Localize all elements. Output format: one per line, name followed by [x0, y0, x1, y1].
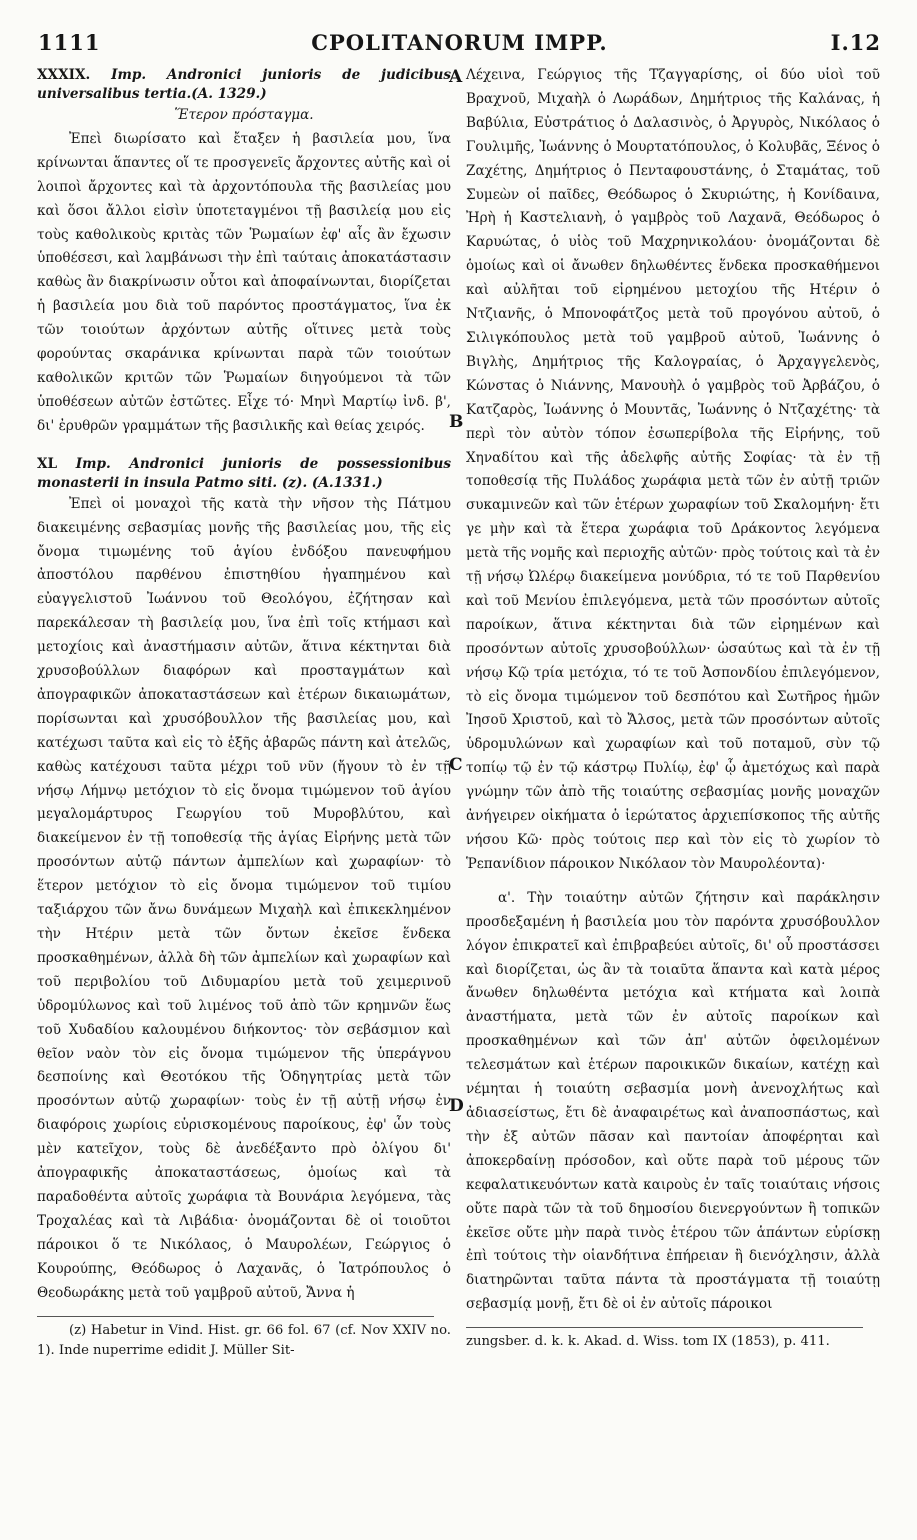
body-paragraph: α'. Τὴν τοιαύτην αὐτῶν ζήτησιν καὶ παράκλησιν προσδεξαμένη ἡ βασιλεία μου τὸν παρόντα χρυσόβουλλον λόγον ἐπικρατεῖ καὶ ἐπιβραβεύει αὐτοῖς, δι' οὗ προστάσσει καὶ διορίζεται, ὡς ἂν τὰ τοιαῦτα ἅπαντα καὶ κατὰ μέρος ἄνωθεν δηλωθέντα μετόχια καὶ κτήματα καὶ λοιπὰ ἀναστήματα, μετὰ τῶν ἐν αὐτοῖς παροίκων καὶ προσκαθημένων καὶ τῶν ἀπ' αὐτῶν ὀφειλομένων τελεσμάτων καὶ ἑτέρων παροικικῶν δικαίων, κατέχῃ καὶ νέμηται ἡ τοιαύτη σεβασμία μονὴ ἀνενοχλήτως καὶ ἀδιασείστως, ἔτι δὲ ἀναφαιρέτως καὶ ἀναποσπάστως, καὶ τὴν ἐξ αὐτῶν πᾶσαν καὶ παντοίαν ἀποφέρηται καὶ ἀποκερδαίνῃ πρόσοδον, καὶ οὔτε παρὰ τοῦ μέρους τῶν κεφαλατικευόντων κατὰ καιροὺς ἐν ταῖς τοιαύταις νήσοις οὔτε παρὰ τῶν τὰ τοῦ δημοσίου διενεργούντων ἢ τοπικῶν ἐκεῖσε οὔτε μὴν παρὰ τινὸς ἑτέρου τῶν ἁπάντων εὑρίσκῃ ἐπὶ τούτοις τὴν οἱανδήτινα ἐπήρειαν ἢ διενόχλησιν, ἀλλὰ διατηρῶνται ταῦτα πάντα τὰ προστάγματα τῇ τοιαύτῃ σεβασμίᾳ μονῇ, ἔτι δὲ οἱ ἐν αὐτοῖς πάροικοι	[466, 889, 880, 1313]
section-title: Imp. Andronici junioris de judicibus universalibus tertia.(A. 1329.)	[37, 67, 451, 102]
footnote-continuation: zungsber. d. k. k. Akad. d. Wiss. tom IX (1853), p. 411.	[466, 1334, 830, 1350]
footnote: (z) Habetur in Vind. Hist. gr. 66 fol. 67 (cf. Nov XXIV no. 1). Inde nuperrime edidit J. Müller Sit-	[37, 1322, 451, 1358]
paragraph-gap	[466, 877, 880, 887]
document-subtitle: Ἕτερον πρόσταγμα.	[174, 107, 314, 123]
footnote-rule	[37, 1316, 434, 1317]
running-title: CPOLITANORUM IMPP.	[311, 30, 608, 55]
margin-marker: A	[449, 67, 463, 87]
right-column	[466, 64, 880, 1352]
body-paragraph: Ἐπεὶ διωρίσατο καὶ ἔταξεν ἡ βασιλεία μου, ἵνα κρίνωνται ἅπαντες οἵ τε προσγενεῖς ἄρχοντες αὐτῆς καὶ οἱ λοιποὶ ἄρχοντες καὶ τὰ ἀρχοντόπουλα τῆς βασιλείας μου καὶ ὅσοι ἄλλοι εἰσὶν ὑποτεταγμένοι τῇ βασιλείᾳ μου εἰς τοὺς καθολικοὺς κριτὰς τῶν Ῥωμαίων ἐφ' αἷς ἂν ἔχωσιν ὑποθέσεσι, καὶ λαμβάνωσι τὴν ἐπὶ ταύταις ἀποκατάστασιν καθὼς ἂν διακρίνωσιν οὗτοι καὶ ἀποφαίνωνται, διορίζεται ἡ βασιλεία μου διὰ τοῦ παρόντος προστάγματος, ἵνα ἐκ τῶν τοιούτων ἀρχόντων αὐτῆς οἵτινες μετὰ τοὺς φορούντας σκαράνικα κρίνωνται παρὰ τῶν τοιούτων καθολικῶν κριτῶν τῶν Ῥωμαίων διηγούμενοι τὰ τῶν ὑποθέσεων αὐτῶν ἐστῶτες. Εἶχε τό· Μηνὶ Μαρτίῳ ἰνδ. β', δι' ἐρυθρῶν γραμμάτων τῆς βασιλικῆς καὶ θείας χειρός.	[37, 130, 451, 434]
margin-marker: C	[449, 755, 463, 775]
body-paragraph: Λέχεινα, Γεώργιος τῆς Τζαγγαρίσης, οἱ δύο υἱοὶ τοῦ Βραχνοῦ, Μιχαὴλ ὁ Λωράδων, Δημήτριος τῆς Καλάνας, ἡ Βαβύλια, Εὐστράτιος ὁ Δαλασινὸς, ὁ Ἀργυρὸς, Νικόλαος ὁ Γουλιμῆς, Ἰωάννης ὁ Μουρτατόπουλος, ὁ Κολυβᾶς, Ξένος ὁ Ζαχέτης, Δημήτριος ὁ Πενταφουστάνης, ὁ Σταμάτας, τοῦ Συμεὼν οἱ παῖδες, Θεόδωρος ὁ Σκυριώτης, ἡ Κονίδαινα, Ἠρὴ ἡ Καστελιανὴ, ὁ γαμβρὸς τοῦ Λαχανᾶ, Θεόδωρος ὁ Καρυώτας, ὁ υἱὸς τοῦ Μαχρηνικολάου· ὀνομάζονται δὲ ὁμοίως καὶ οἱ ἄνωθεν δηλωθέντες ἕνδεκα προσκαθήμενοι καὶ αὐλῆται τοῦ εἰρημένου μετοχίου τῆς Ητέριν ὁ Ντζιανῆς, ὁ Μπονοφάτζος μετὰ τοῦ προγόνου αὐτοῦ, ὁ Σιλιγκόπουλος μετὰ τοῦ γαμβροῦ αὐτοῦ, Ἰωάννης ὁ Βιγλὴς, Δημήτριος τῆς Καλογραίας, ὁ Ἀρχαγγελενὸς, Κώνστας ὁ Νιάννης, Μανουὴλ ὁ γαμβρὸς τοῦ Ἀρβάζου, ὁ Κατζαρὸς, Ἰωάννης ὁ Μουντᾶς, Ἰωάννης ὁ Ντζαχέτης· τὰ περὶ τὸν αὐτὸν τόπον ἐσωπερίβολα τῆς Εἰρήνης, τοῦ Χηναδίτου καὶ τῆς ἀδελφῆς αὐτῆς Σοφίας· τὰ ἐν τῇ τοποθεσίᾳ τῆς Πυλάδος χωράφια μετὰ τῶν ἐν αὐτῇ τριῶν συκαμινεῶν καὶ τῶν ἑτέρων χωραφίων τοῦ Σκαλομήνη· ἔτι γε μὴν καὶ τὰ ἕτερα χωράφια τοῦ Δράκοντος λεγόμενα μετὰ τῆς νομῆς καὶ περιοχῆς αὐτῶν· πρὸς τούτοις καὶ τὰ ἐν τῇ νήσῳ Ὠλέρῳ διακείμενα μονύδρια, τό τε τοῦ Παρθενίου καὶ τοῦ Μενίου ἐπιλεγόμενα, μετὰ τῶν προσόντων αὐτοῖς παροίκων, ἅτινα κέκτηνται διὰ τῶν εἰρημένων καὶ προσόντων αὐτοῖς χρυσοβούλλων· ὡσαύτως καὶ τὰ ἐν τῇ νήσῳ Κῷ τρία μετόχια, τό τε τοῦ Ἀσπονδίου ἐπιλεγόμενον, τὸ εἰς ὄνομα τιμώμενον τοῦ δεσπότου καὶ Σωτῆρος ἡμῶν Ἰησοῦ Χριστοῦ, καὶ τὸ Ἄλσος, μετὰ τῶν προσόντων αὐτοῖς ὑδρομυλώνων καὶ χωραφίων καὶ τοῦ ποταμοῦ, σὺν τῷ τοπίῳ τῷ ἐν τῷ κάστρῳ Πυλίῳ, ἐφ' ᾧ ἀμετόχως καὶ παρὰ γνώμην τῶν ἀπὸ τῆς τοιαύτης σεβασμίας μονῆς μοναχῶν ἀνήγειρεν οἰκήματα ὁ ἱερώτατος ἀρχιεπίσκοπος τῆς αὐτῆς νήσου Κῶ· πρὸς τούτοις περ καὶ τὸν εἰς τὸ χωρίον τὸ Ῥεπανίδιον πάροικον Νικόλαον τὸν Μαυρολέοντα)·	[466, 67, 880, 872]
footnote-rule	[466, 1327, 863, 1328]
section-number: XL	[37, 455, 58, 472]
section-heading	[37, 455, 451, 493]
section-gap	[37, 439, 451, 455]
left-column	[37, 66, 451, 1361]
page-number: 1111	[38, 30, 101, 55]
margin-marker: B	[449, 412, 464, 432]
running-head	[38, 30, 881, 58]
section-title: Imp. Andronici junioris de possessionibus monasterii in insula Patmo siti. (z). (A.1331.)	[37, 455, 452, 491]
section-heading	[37, 66, 451, 104]
section-number: XXXIX.	[37, 67, 91, 83]
body-paragraph: Ἐπεὶ οἱ μοναχοὶ τῆς κατὰ τὴν νῆσον τὴς Πάτμου διακειμένης σεβασμίας μονῆς τῆς βασιλείας μου, τῆς εἰς ὄνομα τιμωμένης τοῦ ἁγίου ἐνδόξου πανευφήμου ἀποστόλου παρθένου ἐπιστηθίου ἠγαπημένου καὶ εὐαγγελιστοῦ Ἰωάννου τοῦ Θεολόγου, ἐζήτησαν καὶ παρεκάλεσαν τὴ βασιλείᾳ μου, ἵνα ἐπὶ τοῖς κτήμασι καὶ μετοχίοις καὶ ἀναστήμασιν αὐτῶν, ἅτινα κέκτηνται διὰ χρυσοβούλλων διαφόρων καὶ προσταγμάτων καὶ ἀπογραφικῶν ἀποκαταστάσεων καὶ ἑτέρων δικαιωμάτων, πορίσωνται καὶ χρυσόβουλλον τῆς βασιλείας μου, καὶ κατέχωσι ταῦτα καὶ εἰς τὸ ἑξῆς ἀβαρῶς πάντη καὶ ἀτελῶς, καθὼς κατέχουσι ταῦτα μέχρι τοῦ νῦν (ἤγουν τὸ ἐν τῇ νήσῳ Λήμνῳ μετόχιον τὸ εἰς ὄνομα τιμώμενον τοῦ ἁγίου μεγαλομάρτυρος Γεωργίου τοῦ Μυροβλύτου, καὶ διακείμενον ἐν τῇ τοποθεσίᾳ τῆς ἁγίας Εἰρήνης μετὰ τῶν προσόντων αὐτῷ πάντων ἀμπελίων καὶ χωραφίων· τὸ ἕτερον μετόχιον τὸ εἰς ὄνομα τιμώμενον τοῦ τιμίου ταξιάρχου τῶν ἄνω δυνάμεων Μιχαὴλ καὶ ἐπικεκλημένον τὴν Ητέριν μετὰ τῶν ὄντων ἐκεῖσε ἕνδεκα προσκαθημένων, ἀλλὰ δὴ τῶν ἀμπελίων καὶ χωραφίων καὶ τοῦ περιβολίου τοῦ Διδυμαρίου μετὰ τοῦ χειμερινοῦ ὑδρομύλωνος καὶ τοῦ λιμένος τοῦ ἀπὸ τῶν κρημνῶν ἕως τοῦ Χυδαδίου καλουμένου διήκοντος· τὸν σεβάσμιον καὶ θεῖον ναὸν τὸν εἰς ὄνομα τιμώμενον τῆς ὑπεράγνου δεσποίνης καὶ Θεοτόκου τῆς Ὁδηγητρίας μετὰ τῶν προσόντων αὐτῷ χωραφίων· τοὺς ἐν τῇ αὐτῇ νήσῳ ἐν διαφόροις χωρίοις εὑρισκομένους παροίκους, ἐφ' ὧν τοὺς μὲν κατεῖχον, τοὺς δὲ ἀνεδέξαντο πρὸ ὀλίγου δι' ἀπογραφικῆς ἀποκαταστάσεως, ὁμοίως καὶ τὰ παραδοθέντα αὐτοῖς χωράφια τὰ Βουνάρια λεγόμενα, τὰς Τροχαλέας καὶ τὰ Λιβάδια· ὀνομάζονται δὲ οἱ τοιοῦτοι πάροικοι ὅ τε Νικόλαος, ὁ Μαυρολέων, Γεώργιος ὁ Κουρούπης, Θεόδωρος ὁ Λαχανᾶς, ὁ Ἰατρόπουλος ὁ Θεοδωράκης μετὰ τοῦ γαμβροῦ αὐτοῦ, Ἄννα ἡ	[37, 495, 451, 1301]
book-number: I.12	[830, 30, 881, 55]
margin-marker: D	[449, 1096, 464, 1116]
